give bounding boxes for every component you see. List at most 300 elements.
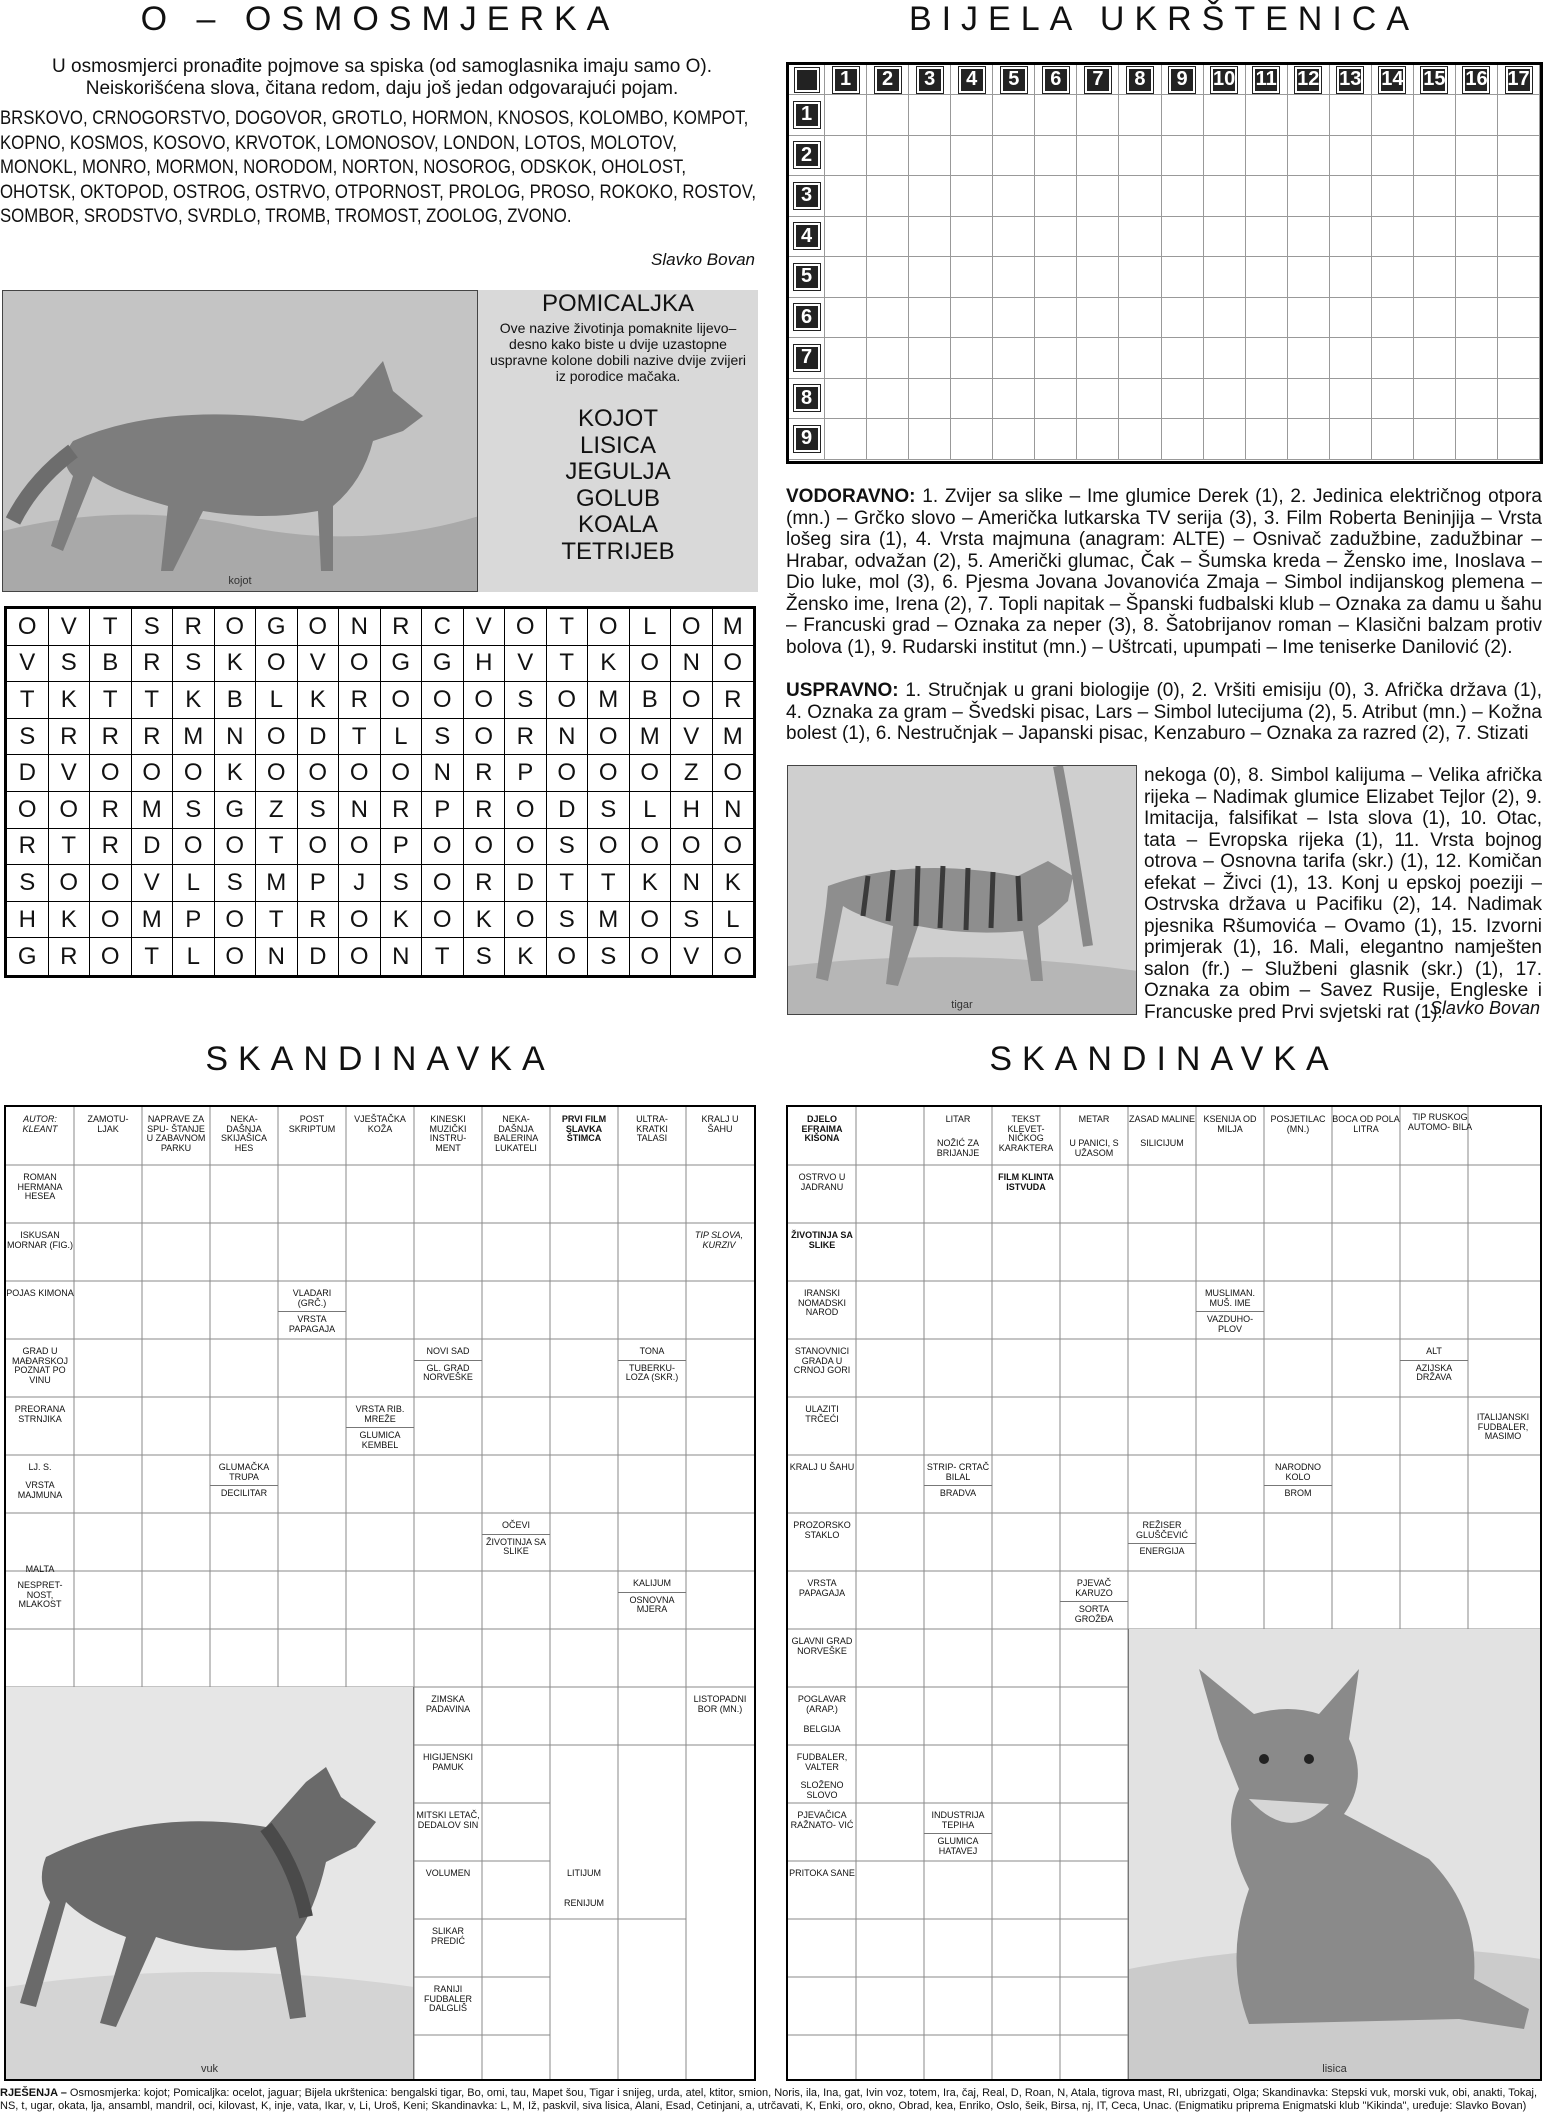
answer-cell[interactable] <box>993 298 1035 339</box>
answer-cell[interactable] <box>1330 298 1372 339</box>
grid-cell: O <box>339 829 381 866</box>
answer-cell[interactable] <box>1119 298 1161 339</box>
answer-cell[interactable] <box>1077 136 1119 177</box>
grid-cell: T <box>547 865 589 902</box>
answer-cell[interactable] <box>1204 419 1246 460</box>
grid-cell: O <box>422 682 464 719</box>
answer-cell[interactable] <box>1077 338 1119 379</box>
answer-cell[interactable] <box>1119 217 1161 258</box>
answer-cell[interactable] <box>993 379 1035 420</box>
grid-cell: R <box>464 792 506 829</box>
answer-cell[interactable] <box>1204 338 1246 379</box>
answer-cell[interactable] <box>1414 95 1456 136</box>
grid-cell: D <box>547 792 589 829</box>
answer-cell[interactable] <box>1077 176 1119 217</box>
answer-cell[interactable] <box>1288 176 1330 217</box>
answer-cell[interactable] <box>1204 136 1246 177</box>
grid-cell: N <box>671 646 713 683</box>
answer-cell[interactable] <box>1119 379 1161 420</box>
grid-cell: O <box>215 609 257 646</box>
answer-cell[interactable] <box>1246 95 1288 136</box>
grid-cell: O <box>422 829 464 866</box>
answer-cell[interactable] <box>1162 257 1204 298</box>
answer-cell[interactable] <box>1204 257 1246 298</box>
grid-cell: O <box>588 609 630 646</box>
vodoravno-label: VODORAVNO: <box>786 486 916 507</box>
answer-cell[interactable] <box>1414 217 1456 258</box>
bijela-row <box>789 298 1540 339</box>
answer-cell[interactable] <box>1372 257 1414 298</box>
answer-cell[interactable] <box>1330 419 1372 460</box>
skand1-title: SKANDINAVKA <box>205 1040 555 1078</box>
answer-cell[interactable] <box>1498 338 1540 379</box>
answer-cell[interactable] <box>1414 379 1456 420</box>
answer-cell[interactable] <box>1288 217 1330 258</box>
answer-cell[interactable] <box>1162 419 1204 460</box>
grid-cell: K <box>381 902 423 939</box>
answer-cell[interactable] <box>825 95 867 136</box>
answer-cell[interactable] <box>993 95 1035 136</box>
answer-cell[interactable] <box>1414 176 1456 217</box>
answer-cell[interactable] <box>951 176 993 217</box>
answer-cell[interactable] <box>1288 419 1330 460</box>
skand1-bottom-clue: LISTOPADNI BOR (MN.) <box>693 1694 747 1714</box>
grid-cell: S <box>173 792 215 829</box>
answer-cell[interactable] <box>1035 298 1077 339</box>
answer-cell[interactable] <box>1119 176 1161 217</box>
answer-cell[interactable] <box>825 217 867 258</box>
answer-cell[interactable] <box>867 379 909 420</box>
column-number: 9 <box>1169 67 1195 93</box>
answer-cell[interactable] <box>867 419 909 460</box>
answer-cell[interactable] <box>1498 257 1540 298</box>
answer-cell[interactable] <box>1288 338 1330 379</box>
grid-cell: K <box>713 865 754 902</box>
answer-cell[interactable] <box>993 217 1035 258</box>
tiger-caption: tigar <box>951 999 973 1011</box>
answer-cell[interactable] <box>867 338 909 379</box>
answer-cell[interactable] <box>867 298 909 339</box>
answer-cell[interactable] <box>1204 298 1246 339</box>
answer-cell[interactable] <box>1372 298 1414 339</box>
answer-cell[interactable] <box>1330 338 1372 379</box>
skand2-title: SKANDINAVKA <box>989 1040 1339 1078</box>
answer-cell[interactable] <box>1119 136 1161 177</box>
skand2-header-clue: ZASAD MALINE <box>1128 1114 1195 1124</box>
skand2-header-clue: METAR <box>1078 1114 1110 1124</box>
column-number: 13 <box>1337 67 1363 93</box>
answer-cell[interactable] <box>1498 176 1540 217</box>
row-number: 4 <box>794 223 820 249</box>
answer-cell[interactable] <box>1119 419 1161 460</box>
answer-cell[interactable] <box>1498 95 1540 136</box>
skand1-header-clue: PRVI FILM SLAVKA ŠTIMCA <box>561 1114 607 1144</box>
answer-cell[interactable] <box>1456 298 1498 339</box>
answer-cell[interactable] <box>1330 379 1372 420</box>
answer-cell[interactable] <box>993 176 1035 217</box>
answer-cell[interactable] <box>1288 136 1330 177</box>
answer-cell[interactable] <box>825 298 867 339</box>
skand2-clue-alt <box>1400 1347 1468 1383</box>
answer-cell[interactable] <box>867 176 909 217</box>
answer-cell[interactable] <box>825 176 867 217</box>
answer-cell[interactable] <box>1372 217 1414 258</box>
skand1-left-clue: PREORANA STRNJIKA <box>14 1404 66 1424</box>
answer-cell[interactable] <box>1456 338 1498 379</box>
answer-cell[interactable] <box>825 419 867 460</box>
answer-cell[interactable] <box>993 338 1035 379</box>
answer-cell[interactable] <box>1288 257 1330 298</box>
answer-cell[interactable] <box>951 217 993 258</box>
column-number: 4 <box>959 67 985 93</box>
clue: MUSLIMAN. MUŠ. IME <box>1204 1288 1255 1308</box>
answer-cell[interactable] <box>1162 338 1204 379</box>
skand2-left-clue: FUDBALER, VALTER <box>796 1752 848 1772</box>
answer-cell[interactable] <box>1456 95 1498 136</box>
answer-cell[interactable] <box>1372 379 1414 420</box>
answer-cell[interactable] <box>1204 176 1246 217</box>
row-number: 6 <box>794 304 820 330</box>
answer-cell[interactable] <box>909 298 951 339</box>
answer-cell[interactable] <box>993 419 1035 460</box>
column-number-cell <box>1288 65 1330 95</box>
grid-cell: Z <box>671 755 713 792</box>
row-number-cell <box>789 95 825 136</box>
answer-cell[interactable] <box>1456 379 1498 420</box>
answer-cell[interactable] <box>867 95 909 136</box>
skand2-left-clue: ULAZITI TRČEĆI <box>805 1404 839 1424</box>
answer-cell[interactable] <box>1456 419 1498 460</box>
grid-cell: O <box>90 865 132 902</box>
grid-cell: D <box>298 719 340 756</box>
grid-cell: K <box>215 755 257 792</box>
skand1-left-clue: VRSTA MAJMUNA <box>17 1480 63 1500</box>
column-number-cell <box>1162 65 1204 95</box>
grid-cell: T <box>339 719 381 756</box>
skand1-left-clue: ISKUSAN MORNAR (FIG.) <box>7 1230 73 1250</box>
answer-cell[interactable] <box>1246 298 1288 339</box>
skand1-clue-vladari <box>278 1289 346 1334</box>
osmosmjerka-word-list: BRSKOVO, CRNOGORSTVO, DOGOVOR, GROTLO, HORMON, KNOSOS, KOLOMBO, KOMPOT, KOPNO, KOSMOS, KOSOVO, KRVOTOK, LOMONOSOV, LONDON, LOTOS, MOLOTOV, MONOKL, MONRO, MORMON, NORODOM, NORTON, NOSOROG, ODSKOK, OHOLOST, OHOTSK, OKTOPOD, OSTROG, OSTRVO, OTPORNOST, PROLOG, PROSO, ROKOKO, ROSTOV, SOMBOR, SRODSTVO, SVRDLO, TROMB, TROMOST, ZOOLOG, ZVONO. <box>0 107 757 227</box>
answer-cell[interactable] <box>1035 176 1077 217</box>
grid-cell: R <box>132 646 174 683</box>
row-number-cell <box>789 136 825 177</box>
answer-cell[interactable] <box>1119 95 1161 136</box>
column-number: 15 <box>1421 67 1447 93</box>
answer-cell[interactable] <box>1246 419 1288 460</box>
grid-cell: K <box>215 646 257 683</box>
clue: BROM <box>1264 1485 1332 1499</box>
answer-cell[interactable] <box>867 136 909 177</box>
skand2-left-clue: PROZORSKO STAKLO <box>793 1520 851 1540</box>
skand2-header-clue: TIP RUSKOG AUTOMO- BILA <box>1407 1112 1473 1132</box>
answer-cell[interactable] <box>909 217 951 258</box>
skand2-clue-tepiha <box>924 1811 992 1856</box>
answer-cell[interactable] <box>909 419 951 460</box>
answer-cell[interactable] <box>1246 217 1288 258</box>
answer-cell[interactable] <box>1119 338 1161 379</box>
answer-cell[interactable] <box>825 379 867 420</box>
answer-cell[interactable] <box>1077 419 1119 460</box>
answer-cell[interactable] <box>1372 419 1414 460</box>
answer-cell[interactable] <box>1372 136 1414 177</box>
answer-cell[interactable] <box>951 298 993 339</box>
answer-cell[interactable] <box>951 338 993 379</box>
answer-cell[interactable] <box>909 338 951 379</box>
grid-cell: R <box>339 682 381 719</box>
skand2-left-clue: OSTRVO U JADRANU <box>798 1172 846 1192</box>
answer-cell[interactable] <box>1414 257 1456 298</box>
skand1-left-clue: POJAS KIMONA <box>6 1288 74 1298</box>
grid-cell: V <box>505 646 547 683</box>
skand1-bottom-clue: RENIJUM <box>564 1898 604 1908</box>
grid-cell: N <box>215 719 257 756</box>
answer-cell[interactable] <box>909 95 951 136</box>
answer-cell[interactable] <box>1035 419 1077 460</box>
answer-cell[interactable] <box>1035 95 1077 136</box>
grid-cell: N <box>547 719 589 756</box>
answer-cell[interactable] <box>951 136 993 177</box>
answer-cell[interactable] <box>1456 136 1498 177</box>
grid-cell: O <box>464 719 506 756</box>
grid-cell: G <box>381 646 423 683</box>
row-number-cell <box>789 176 825 217</box>
osmosmjerka-grid <box>4 606 756 978</box>
answer-cell[interactable] <box>909 379 951 420</box>
solutions-label: RJEŠENJA – <box>0 2087 67 2099</box>
grid-cell: O <box>339 646 381 683</box>
grid-cell: M <box>132 792 174 829</box>
answer-cell[interactable] <box>1330 136 1372 177</box>
answer-cell[interactable] <box>1498 136 1540 177</box>
answer-cell[interactable] <box>1246 176 1288 217</box>
answer-cell[interactable] <box>1035 338 1077 379</box>
skand1-header-clue: KRALJ U ŠAHU <box>701 1114 739 1134</box>
grid-cell: O <box>173 755 215 792</box>
answer-cell[interactable] <box>1077 379 1119 420</box>
answer-cell[interactable] <box>1246 338 1288 379</box>
pomicaljka-text: Ove nazive životinja pomaknite lijevo–desno kako biste u dvije uzastopne uspravne kolone dobili nazive dvije zvijeri iz porodice mačaka. <box>489 320 747 384</box>
answer-cell[interactable] <box>1414 298 1456 339</box>
answer-cell[interactable] <box>1077 298 1119 339</box>
grid-cell: C <box>422 609 464 646</box>
grid-cell: O <box>256 755 298 792</box>
grid-cell: O <box>630 829 672 866</box>
grid-cell: B <box>630 682 672 719</box>
answer-cell[interactable] <box>1372 95 1414 136</box>
bijela-title: BIJELA UKRŠTENICA <box>908 0 1420 38</box>
answer-cell[interactable] <box>1456 176 1498 217</box>
answer-cell[interactable] <box>1498 379 1540 420</box>
answer-cell[interactable] <box>1330 257 1372 298</box>
bijela-row <box>789 338 1540 379</box>
grid-cell: O <box>90 938 132 975</box>
coyote-caption: kojot <box>228 575 252 587</box>
grid-cell: P <box>381 829 423 866</box>
answer-cell[interactable] <box>1288 298 1330 339</box>
skand1-bottom-clue: LITIJUM <box>566 1868 601 1878</box>
grid-cell: H <box>464 646 506 683</box>
grid-row <box>7 792 753 829</box>
grid-cell: S <box>381 865 423 902</box>
skand2-header-clue: NOŽIĆ ZA BRIJANJE <box>936 1138 980 1158</box>
skand1-header-clue: ULTRA- KRATKI TALASI <box>636 1114 668 1144</box>
grid-cell: M <box>588 682 630 719</box>
answer-cell[interactable] <box>1456 217 1498 258</box>
pomicaljka-word-list <box>478 406 758 565</box>
answer-cell[interactable] <box>1162 176 1204 217</box>
clue: SORTA GROŽĐA <box>1060 1601 1128 1624</box>
skand1-bottom-clue: ZIMSKA PADAVINA <box>425 1694 471 1714</box>
column-number-cell <box>909 65 951 95</box>
grid-cell: R <box>464 865 506 902</box>
grid-cell: O <box>7 792 49 829</box>
grid-cell: O <box>588 719 630 756</box>
grid-cell: R <box>713 682 754 719</box>
answer-cell[interactable] <box>951 419 993 460</box>
answer-cell[interactable] <box>1162 298 1204 339</box>
column-number: 8 <box>1127 67 1153 93</box>
grid-cell: S <box>671 902 713 939</box>
bijela-row <box>789 95 1540 136</box>
answer-cell[interactable] <box>951 257 993 298</box>
answer-cell[interactable] <box>993 257 1035 298</box>
skand1-header-clue: NEKA- DAŠNJA SKIJAŠICA HES <box>220 1114 267 1153</box>
answer-cell[interactable] <box>951 95 993 136</box>
answer-cell[interactable] <box>1162 136 1204 177</box>
grid-cell: P <box>422 792 464 829</box>
uspravno-clues-a: 1. Stručnjak u grani biologije (0), 2. Vršiti emisiju (0), 3. Afrička država (1), 4. Oznaka za gram – Švedski pisac, Lars – Simbol lutecijuma (2), 5. Atribut (mn.) – Kožna bolest (1), 6. Nestručnjak – Japanski pisac, Kenzaburo – Oznaka za razred (2), 7. Stizati <box>786 680 1542 744</box>
grid-cell: O <box>298 829 340 866</box>
answer-cell[interactable] <box>825 136 867 177</box>
answer-cell[interactable] <box>1288 379 1330 420</box>
grid-cell: L <box>630 609 672 646</box>
skand1-header-clue: NAPRAVE ZA SPU- ŠTANJE U ZABAVNOM PARKU <box>146 1114 206 1153</box>
grid-cell: O <box>464 829 506 866</box>
answer-cell[interactable] <box>1035 217 1077 258</box>
answer-cell[interactable] <box>825 338 867 379</box>
answer-cell[interactable] <box>1077 95 1119 136</box>
grid-cell: O <box>215 829 257 866</box>
answer-cell[interactable] <box>1288 95 1330 136</box>
answer-cell[interactable] <box>1246 257 1288 298</box>
grid-cell: K <box>464 902 506 939</box>
fox-caption: lisica <box>1322 2063 1347 2075</box>
answer-cell[interactable] <box>1204 95 1246 136</box>
answer-cell[interactable] <box>1414 136 1456 177</box>
skand2-header-clue: TEKST KLEVET- NIČKOG KARAKTERA <box>998 1114 1054 1153</box>
answer-cell[interactable] <box>1498 419 1540 460</box>
answer-cell[interactable] <box>1246 379 1288 420</box>
answer-cell[interactable] <box>909 257 951 298</box>
skand2-left-clue: POGLAVAR (ARAP.) <box>797 1694 847 1714</box>
answer-cell[interactable] <box>1035 257 1077 298</box>
grid-cell: R <box>90 829 132 866</box>
grid-cell: K <box>588 646 630 683</box>
skand2-clue-kolo <box>1264 1463 1332 1499</box>
clue: ALT <box>1426 1346 1442 1356</box>
answer-cell[interactable] <box>1077 217 1119 258</box>
pomicaljka-word: LISICA <box>579 431 657 459</box>
answer-cell[interactable] <box>1330 95 1372 136</box>
answer-cell[interactable] <box>1498 217 1540 258</box>
answer-cell[interactable] <box>909 176 951 217</box>
grid-cell: S <box>588 792 630 829</box>
column-number: 11 <box>1253 67 1279 93</box>
grid-cell: S <box>547 829 589 866</box>
answer-cell[interactable] <box>1414 338 1456 379</box>
clue: KALIJUM <box>632 1578 671 1588</box>
grid-cell: R <box>381 609 423 646</box>
answer-cell[interactable] <box>867 257 909 298</box>
answer-cell[interactable] <box>1330 176 1372 217</box>
grid-cell: O <box>630 938 672 975</box>
skand2-header-clue: SILICIJUM <box>1140 1138 1184 1148</box>
skand2-clue-karuzo <box>1060 1579 1128 1624</box>
grid-row <box>7 902 753 939</box>
answer-cell[interactable] <box>951 379 993 420</box>
grid-cell: T <box>588 865 630 902</box>
answer-cell[interactable] <box>1372 176 1414 217</box>
grid-cell: V <box>671 719 713 756</box>
grid-cell: O <box>339 938 381 975</box>
answer-cell[interactable] <box>867 217 909 258</box>
answer-cell[interactable] <box>1077 257 1119 298</box>
skand2-left-clue: KRALJ U ŠAHU <box>789 1462 855 1472</box>
answer-cell[interactable] <box>909 136 951 177</box>
grid-cell: L <box>713 902 754 939</box>
grid-row <box>7 938 753 975</box>
column-number-cell <box>1077 65 1119 95</box>
answer-cell[interactable] <box>1456 257 1498 298</box>
answer-cell[interactable] <box>825 257 867 298</box>
grid-cell: O <box>7 609 49 646</box>
answer-cell[interactable] <box>1372 338 1414 379</box>
fox-photo <box>1128 1629 1540 2079</box>
answer-cell[interactable] <box>1119 257 1161 298</box>
answer-cell[interactable] <box>1162 379 1204 420</box>
answer-cell[interactable] <box>1035 136 1077 177</box>
column-number-cell <box>951 65 993 95</box>
answer-cell[interactable] <box>993 136 1035 177</box>
grid-cell: O <box>381 682 423 719</box>
grid-cell: R <box>381 792 423 829</box>
skand2-grid <box>786 1105 1542 2081</box>
answer-cell[interactable] <box>1204 379 1246 420</box>
answer-cell[interactable] <box>1204 217 1246 258</box>
skand2-clue-film: FILM KLINTA ISTVUDA <box>998 1172 1054 1192</box>
answer-cell[interactable] <box>1035 379 1077 420</box>
answer-cell[interactable] <box>1330 217 1372 258</box>
clue: VRSTA PAPAGAJA <box>278 1311 346 1334</box>
grid-cell: O <box>713 755 754 792</box>
grid-cell: V <box>671 938 713 975</box>
row-number: 8 <box>794 385 820 411</box>
answer-cell[interactable] <box>1162 95 1204 136</box>
answer-cell[interactable] <box>1498 298 1540 339</box>
grid-cell: M <box>713 609 754 646</box>
grid-cell: O <box>298 755 340 792</box>
answer-cell[interactable] <box>1246 136 1288 177</box>
answer-cell[interactable] <box>1414 419 1456 460</box>
answer-cell[interactable] <box>1162 217 1204 258</box>
grid-cell: N <box>671 865 713 902</box>
clue: OSNOVNA MJERA <box>618 1592 686 1615</box>
grid-cell: R <box>173 609 215 646</box>
grid-cell: T <box>256 902 298 939</box>
column-number-cell <box>1456 65 1498 95</box>
grid-cell: T <box>547 609 589 646</box>
